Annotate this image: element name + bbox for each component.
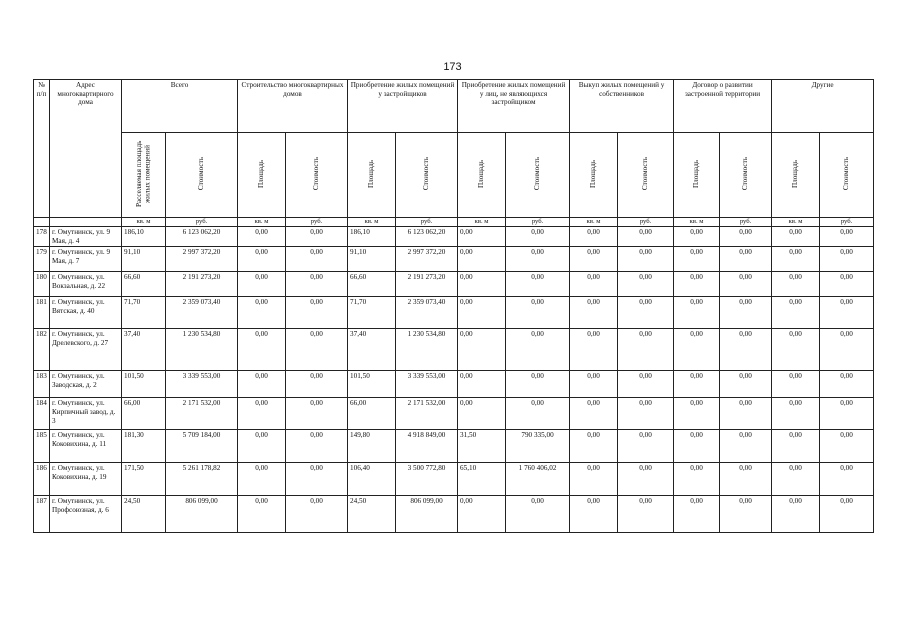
cell-area: 0,00 (674, 329, 720, 371)
cell-area: 0,00 (458, 398, 506, 430)
cell-cost: 0,00 (618, 463, 674, 496)
cell-area: 91,10 (122, 247, 166, 272)
units-row (34, 218, 874, 227)
cell-cost: 0,00 (720, 247, 772, 272)
sub-header-cost: Стоимость (820, 133, 874, 218)
cell-cost: 0,00 (618, 272, 674, 297)
group-header-buyout: Выкуп жилых помещений у собственников (570, 80, 674, 133)
cell-area: 0,00 (674, 247, 720, 272)
unit-kv-m: кв. м (348, 218, 396, 227)
cell-cost: 3 500 772,80 (396, 463, 458, 496)
unit-rub: руб. (286, 218, 348, 227)
cell-cost: 0,00 (720, 398, 772, 430)
cell-cost: 0,00 (286, 463, 348, 496)
cell-cost: 0,00 (286, 329, 348, 371)
unit-kv-m: кв. м (570, 218, 618, 227)
cell-cost: 0,00 (506, 247, 570, 272)
row-address: г. Омутнинск, ул. Дрелевского, д. 27 (50, 329, 122, 371)
group-header-total: Всего (122, 80, 238, 133)
row-number: 185 (34, 430, 50, 463)
cell-cost: 0,00 (820, 297, 874, 329)
cell-area: 0,00 (570, 297, 618, 329)
sub-header-cost: Стоимость (506, 133, 570, 218)
cell-cost: 2 191 273,20 (396, 272, 458, 297)
unit-kv-m: кв. м (122, 218, 166, 227)
cell-cost: 0,00 (286, 398, 348, 430)
cell-area: 0,00 (772, 371, 820, 398)
row-number: 184 (34, 398, 50, 430)
cell-cost: 5 261 178,82 (166, 463, 238, 496)
cell-area: 0,00 (772, 247, 820, 272)
cell-cost: 0,00 (286, 227, 348, 247)
table-row (34, 371, 874, 398)
cell-cost: 0,00 (820, 227, 874, 247)
group-header-purchase-developers: Приобретение жилых помещений у застройщиков (348, 80, 458, 133)
cell-area: 0,00 (238, 227, 286, 247)
cell-cost: 0,00 (286, 430, 348, 463)
cell-area: 0,00 (674, 398, 720, 430)
row-number: 183 (34, 371, 50, 398)
cell-cost: 0,00 (506, 496, 570, 533)
cell-area: 0,00 (772, 463, 820, 496)
row-number: 182 (34, 329, 50, 371)
cell-area: 71,70 (122, 297, 166, 329)
cell-cost: 0,00 (720, 496, 772, 533)
cell-cost: 0,00 (506, 398, 570, 430)
cell-area: 0,00 (238, 463, 286, 496)
col-address-header: Адрес многоквартирного дома (50, 80, 122, 218)
cell-area: 0,00 (570, 272, 618, 297)
group-header-construction: Строительство многоквартирных домов (238, 80, 348, 133)
sub-header-row (34, 133, 874, 218)
cell-cost: 0,00 (618, 329, 674, 371)
cell-area: 0,00 (570, 227, 618, 247)
group-header-row (34, 80, 874, 133)
cell-cost: 0,00 (820, 247, 874, 272)
row-address: г. Омутнинск, ул. Коковихина, д. 11 (50, 430, 122, 463)
cell-area: 37,40 (122, 329, 166, 371)
cell-cost: 806 099,00 (166, 496, 238, 533)
cell-area: 24,50 (348, 496, 396, 533)
cell-area: 0,00 (238, 430, 286, 463)
table-row (34, 272, 874, 297)
cell-cost: 1 230 534,80 (166, 329, 238, 371)
row-number: 186 (34, 463, 50, 496)
cell-cost: 2 191 273,20 (166, 272, 238, 297)
cell-cost: 0,00 (720, 329, 772, 371)
cell-area: 66,00 (122, 398, 166, 430)
cell-area: 0,00 (458, 329, 506, 371)
cell-area: 0,00 (458, 227, 506, 247)
cell-cost: 2 171 532,00 (166, 398, 238, 430)
cell-cost: 0,00 (720, 272, 772, 297)
cell-cost: 2 997 372,20 (166, 247, 238, 272)
cell-cost: 0,00 (506, 297, 570, 329)
cell-area: 71,70 (348, 297, 396, 329)
sub-header-resettled-area: Расселяемая площадь жилых помещений (122, 133, 166, 218)
cell-cost: 2 359 073,40 (396, 297, 458, 329)
cell-cost: 790 335,00 (506, 430, 570, 463)
unit-kv-m: кв. м (238, 218, 286, 227)
sub-header-area: Площадь (570, 133, 618, 218)
cell-area: 0,00 (238, 297, 286, 329)
cell-cost: 0,00 (618, 371, 674, 398)
cell-area: 0,00 (570, 371, 618, 398)
row-address: г. Омутнинск, ул. Заводская, д. 2 (50, 371, 122, 398)
unit-rub: руб. (506, 218, 570, 227)
cell-area: 0,00 (570, 496, 618, 533)
cell-area: 65,10 (458, 463, 506, 496)
units-blank (34, 218, 50, 227)
cell-cost: 0,00 (286, 272, 348, 297)
cell-cost: 0,00 (820, 430, 874, 463)
table-row (34, 329, 874, 371)
cell-area: 0,00 (570, 247, 618, 272)
cell-cost: 0,00 (286, 496, 348, 533)
unit-rub: руб. (166, 218, 238, 227)
cell-area: 0,00 (772, 227, 820, 247)
unit-rub: руб. (618, 218, 674, 227)
row-address: г. Омутнинск, ул. Коковихина, д. 19 (50, 463, 122, 496)
row-number: 178 (34, 227, 50, 247)
cell-cost: 0,00 (506, 371, 570, 398)
cell-area: 0,00 (772, 430, 820, 463)
cell-cost: 0,00 (618, 227, 674, 247)
cell-cost: 0,00 (286, 297, 348, 329)
cell-area: 0,00 (238, 398, 286, 430)
row-address: г. Омутнинск, ул. Вятская, д. 40 (50, 297, 122, 329)
cell-area: 31,50 (458, 430, 506, 463)
cell-area: 0,00 (772, 496, 820, 533)
cell-cost: 3 339 553,00 (396, 371, 458, 398)
page-number: 173 (443, 61, 462, 73)
cell-area: 149,80 (348, 430, 396, 463)
cell-cost: 0,00 (506, 272, 570, 297)
cell-cost: 0,00 (820, 371, 874, 398)
row-address: г. Омутнинск, ул. 9 Мая, д. 7 (50, 247, 122, 272)
units-blank (50, 218, 122, 227)
cell-area: 66,00 (348, 398, 396, 430)
sub-header-area: Площадь (348, 133, 396, 218)
cell-area: 0,00 (570, 329, 618, 371)
cell-cost: 4 918 849,00 (396, 430, 458, 463)
cell-area: 0,00 (570, 463, 618, 496)
cell-area: 66,60 (348, 272, 396, 297)
unit-rub: руб. (820, 218, 874, 227)
cell-cost: 2 171 532,00 (396, 398, 458, 430)
group-header-territory-agreement: Договор о развитии застроенной территории (674, 80, 772, 133)
cell-area: 37,40 (348, 329, 396, 371)
sub-header-cost: Стоимость (166, 133, 238, 218)
cell-area: 0,00 (772, 297, 820, 329)
row-address: г. Омутнинск, ул. Профсоюзная, д. 6 (50, 496, 122, 533)
cell-area: 0,00 (772, 272, 820, 297)
row-number: 187 (34, 496, 50, 533)
unit-kv-m: кв. м (674, 218, 720, 227)
table-row (34, 227, 874, 247)
sub-header-area: Площадь (458, 133, 506, 218)
cell-area: 0,00 (458, 371, 506, 398)
cell-cost: 0,00 (618, 430, 674, 463)
cell-area: 0,00 (674, 371, 720, 398)
cell-cost: 2 359 073,40 (166, 297, 238, 329)
cell-area: 106,40 (348, 463, 396, 496)
cell-cost: 0,00 (618, 398, 674, 430)
cell-area: 0,00 (674, 297, 720, 329)
cell-cost: 0,00 (720, 371, 772, 398)
row-number: 179 (34, 247, 50, 272)
row-address: г. Омутнинск, ул. Вокзальная, д. 22 (50, 272, 122, 297)
cell-area: 0,00 (458, 297, 506, 329)
cell-cost: 1 760 406,02 (506, 463, 570, 496)
group-header-purchase-non-developers: Приобретение жилых помещений у лиц, не являющихся застройщиком (458, 80, 570, 133)
cell-area: 0,00 (458, 272, 506, 297)
sub-header-area: Площадь (238, 133, 286, 218)
unit-rub: руб. (720, 218, 772, 227)
cell-cost: 0,00 (820, 398, 874, 430)
unit-kv-m: кв. м (458, 218, 506, 227)
cell-area: 91,10 (348, 247, 396, 272)
col-num-header: № п/п (34, 80, 50, 218)
cell-cost: 0,00 (820, 329, 874, 371)
cell-area: 0,00 (238, 272, 286, 297)
cell-area: 171,50 (122, 463, 166, 496)
cell-cost: 0,00 (720, 463, 772, 496)
cell-cost: 806 099,00 (396, 496, 458, 533)
cell-cost: 0,00 (820, 463, 874, 496)
cell-cost: 0,00 (286, 247, 348, 272)
resettlement-table (33, 79, 874, 533)
cell-cost: 0,00 (506, 329, 570, 371)
cell-cost: 3 339 553,00 (166, 371, 238, 398)
cell-cost: 6 123 062,20 (396, 227, 458, 247)
cell-area: 0,00 (458, 496, 506, 533)
group-header-other: Другие (772, 80, 874, 133)
cell-cost: 0,00 (618, 247, 674, 272)
cell-area: 0,00 (238, 247, 286, 272)
cell-area: 101,50 (348, 371, 396, 398)
row-number: 181 (34, 297, 50, 329)
cell-cost: 2 997 372,20 (396, 247, 458, 272)
cell-cost: 0,00 (820, 496, 874, 533)
unit-kv-m: кв. м (772, 218, 820, 227)
cell-area: 0,00 (674, 496, 720, 533)
cell-cost: 1 230 534,80 (396, 329, 458, 371)
table-row (34, 496, 874, 533)
cell-area: 181,30 (122, 430, 166, 463)
cell-cost: 0,00 (506, 227, 570, 247)
cell-cost: 0,00 (820, 272, 874, 297)
cell-area: 0,00 (674, 272, 720, 297)
cell-area: 0,00 (238, 371, 286, 398)
cell-area: 0,00 (570, 398, 618, 430)
row-number: 180 (34, 272, 50, 297)
cell-area: 186,10 (348, 227, 396, 247)
cell-area: 24,50 (122, 496, 166, 533)
cell-area: 186,10 (122, 227, 166, 247)
sub-header-cost: Стоимость (618, 133, 674, 218)
cell-area: 0,00 (674, 227, 720, 247)
table-row (34, 463, 874, 496)
table-row (34, 297, 874, 329)
cell-area: 0,00 (772, 329, 820, 371)
sub-header-cost: Стоимость (286, 133, 348, 218)
table-row (34, 247, 874, 272)
table-row (34, 398, 874, 430)
cell-cost: 0,00 (720, 297, 772, 329)
row-address: г. Омутнинск, ул. 9 Мая, д. 4 (50, 227, 122, 247)
cell-area: 0,00 (772, 398, 820, 430)
cell-cost: 0,00 (618, 297, 674, 329)
row-address: г. Омутнинск, ул. Кирпичный завод, д. 3 (50, 398, 122, 430)
table-body (34, 227, 874, 533)
cell-area: 0,00 (570, 430, 618, 463)
sub-header-cost: Стоимость (720, 133, 772, 218)
cell-area: 0,00 (238, 496, 286, 533)
sub-header-area: Площадь (674, 133, 720, 218)
cell-cost: 0,00 (720, 430, 772, 463)
cell-area: 66,60 (122, 272, 166, 297)
cell-cost: 0,00 (618, 496, 674, 533)
table-row (34, 430, 874, 463)
sub-header-cost: Стоимость (396, 133, 458, 218)
cell-area: 101,50 (122, 371, 166, 398)
sub-header-area: Площадь (772, 133, 820, 218)
cell-cost: 0,00 (720, 227, 772, 247)
cell-cost: 6 123 062,20 (166, 227, 238, 247)
cell-area: 0,00 (238, 329, 286, 371)
cell-area: 0,00 (674, 430, 720, 463)
cell-area: 0,00 (458, 247, 506, 272)
unit-rub: руб. (396, 218, 458, 227)
cell-cost: 5 709 184,00 (166, 430, 238, 463)
cell-area: 0,00 (674, 463, 720, 496)
cell-cost: 0,00 (286, 371, 348, 398)
